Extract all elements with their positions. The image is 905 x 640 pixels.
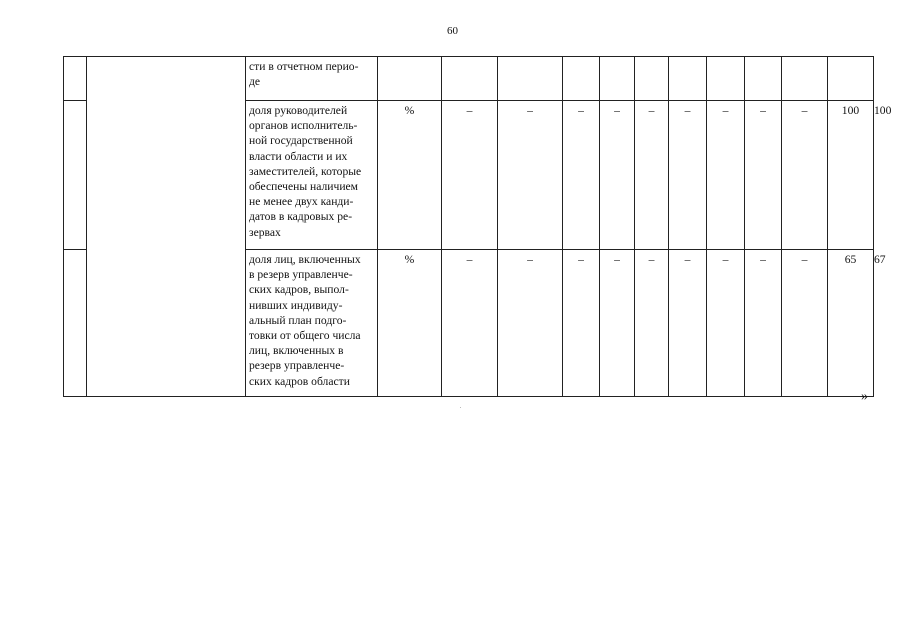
value-cell: – [707,101,745,250]
value-cell: – [635,250,669,397]
table-row: доля лиц, включенных в резерв управленче- ских кадров, выпол- нивших индивиду- альный план подго- товки от общего числа лиц, включенных в резерв управленче- ских кадров области % – – – – – – – – – 65 67 [64,250,874,397]
value-cell: – [600,101,635,250]
table-cell-index [64,250,87,397]
value-cell [563,57,600,101]
value-cell: – [563,101,600,250]
value-cell: – [669,101,707,250]
table-cell-index [64,101,87,250]
page-number: 60 [447,25,458,37]
table-row: доля руководителей органов исполнитель- ной государственной власти области и их заместителей, которые обеспечены наличием не менее двух канди- датов в кадровых ре- зервах % – – – – – – – – – 100 100 [64,101,874,250]
value-cell: – [669,250,707,397]
unit-cell: % [378,101,442,250]
value-cell [669,57,707,101]
value-cell: – [745,101,782,250]
value-cell: – [600,250,635,397]
value-cell [707,57,745,101]
value-cell: – [498,101,563,250]
value-cell [442,57,498,101]
value-cell: – [498,250,563,397]
value-cell: 65 [828,250,874,397]
value-cell: – [782,101,828,250]
value-cell: – [707,250,745,397]
table-cell-goal [87,57,246,397]
unit-cell [378,57,442,101]
value-cell: – [442,101,498,250]
indicator-table [63,56,892,397]
value-cell: – [745,250,782,397]
value-cell [498,57,563,101]
value-cell: – [635,101,669,250]
indicator-description: доля лиц, включенных в резерв управленче- ских кадров, выпол- нивших индивиду- альный план подго- товки от общего числа лиц, включенных в резерв управленче- ских кадров области [246,250,378,397]
value-cell: – [442,250,498,397]
value-cell: 100 [828,101,874,250]
table-row [64,57,874,101]
value-cell [782,57,828,101]
value-cell [745,57,782,101]
value-cell [600,57,635,101]
scan-speck [460,407,461,408]
value-cell: – [782,250,828,397]
unit-cell: % [378,250,442,397]
closing-quote-mark: » [861,389,868,404]
indicator-description: сти в отчетном перио- де [246,57,378,101]
table-cell-index [64,57,87,101]
value-cell: – [563,250,600,397]
value-cell [635,57,669,101]
value-cell [828,57,874,101]
indicator-description: доля руководителей органов исполнитель- ной государственной власти области и их заместителей, которые обеспечены наличием не менее двух канди- датов в кадровых ре- зервах [246,101,378,250]
